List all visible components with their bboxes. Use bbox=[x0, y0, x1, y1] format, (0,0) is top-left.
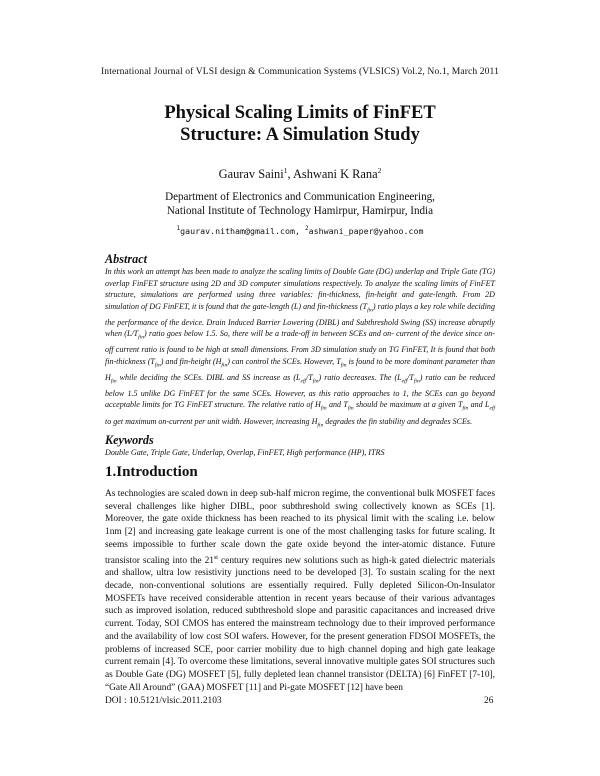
affiliation-line-2: National Institute of Technology Hamirpur, Hamirpur, India bbox=[166, 205, 434, 217]
author-list bbox=[0, 166, 600, 182]
abstract-heading: Abstract bbox=[105, 252, 147, 266]
page-number: 26 bbox=[484, 696, 494, 706]
paper-title bbox=[0, 102, 600, 146]
title-line-2: Structure: A Simulation Study bbox=[180, 125, 420, 145]
email-2-marker: 2 bbox=[305, 225, 309, 232]
email-1[interactable]: gaurav.nitham@gmail.com, bbox=[180, 225, 305, 236]
author-separator: , bbox=[287, 167, 293, 182]
author-2-marker: 2 bbox=[377, 166, 382, 175]
keywords-heading: Keywords bbox=[105, 433, 154, 447]
introduction-heading: 1.Introduction bbox=[105, 464, 198, 480]
email-2[interactable]: ashwani_paper@yahoo.com bbox=[308, 225, 424, 236]
abstract-text: In this work an attempt has been made to analyze the scaling limits of Double Gate (DG) underlap and Triple Gate (TG) overlap FinFET structure using 2D and 3D computer simulations respectively. To analyze the scaling limits of FinFET structure, simulations are performed using three variables: fin-thickness, fin-height and gate-length. From 2D simulation of DG FinFET, it is found that the gate-length (L) and fin-thickness $(T_{fin})$ ratio plays a key role while deciding the performance of the device. Drain Induced Barrier Lowering (DIBL) and Subthreshold Swing (SS) increase abruptly when $(L/T_{fin})$ ratio goes below 1.5. So, there will be a trade-off in between SCEs and on- current of the device since on-off current ratio is found to be high at small dimensions. From 3D simulation study on TG FinFET, It is found that both fin-thickness $(T_{fin})$ and fin-height $(H_{fin})$ can control the SCEs. However, $T_{fin}$ is found to be more dominant parameter than $H_{fin}$ while deciding the SCEs. DIBL and SS increase as $(L_{eff}/T_{fin})$ ratio decreases. The $(L_{eff}/T_{fin})$ ratio can be reduced below 1.5 unlike DG FinFET for the same SCEs. However, as this ratio approaches to 1, the SCEs can go beyond acceptable limits for TG FinFET structure. The relative ratio of $H_{fin}$ and $T_{fin}$ should be maximum at a given $T_{fin}$ and $L_{eff}$ to get maximum on-current per unit width. However, increasing $H_{fin}$ degrades the fin stability and degrades SCEs. bbox=[105, 267, 495, 429]
author-2: Ashwani K Rana bbox=[292, 167, 378, 182]
introduction-text: As technologies are scaled down in deep sub-half micron regime, the conventional bulk MOSFET faces several challenges like higher DIBL, poor subthreshold swing collectively known as SCEs [1]. Moreover, the gate oxide thickness has been reached to its physical limit with the scaling i.e. below 1nm [2] and increasing gate leakage current is one of the most challenging tasks for future scaling. It seems impossible to further scale down the gate oxide beyond the inter-atomic distance. Future transistor scaling into the 21st century requires new solutions such as high-k gated dielectric materials and shallow, ultra low resistivity junctions need to be developed [3]. To sustain scaling for the next decade, non-conventional solutions are essentially required. Fully depleted Silicon-On-Insulator MOSFETs have received considerable attention in recent years because of their various advantages such as improved isolation, reduced subthreshold slope and parasitic capacitances and increased drive current. Today, SOI CMOS has entered the mainstream technology due to their improved performance and the availability of low cost SOI wafers. However, for the present generation FDSOI MOSFETs, the problems of increased SCE, poor carrier mobility due to high channel doping and high gate leakage current remain [4]. To overcome these limitations, several innovative multiple gates SOI structures such as Double Gate (DG) MOSFET [5], fully depleted lean channel transistor (DELTA) [6] FinFET [7-10], “Gate All Around” (GAA) MOSFET [11] and Pi-gate MOSFET [12] have been bbox=[105, 489, 495, 693]
affiliation-line-1: Department of Electronics and Communication Engineering, bbox=[165, 191, 435, 203]
keywords-text: Double Gate, Triple Gate, Underlap, Overlap, FinFET, High performance (HP), ITRS bbox=[105, 448, 385, 457]
journal-header: International Journal of VLSI design & Communication Systems (VLSICS) Vol.2, No.1, March 2011 bbox=[101, 66, 499, 77]
email-1-marker: 1 bbox=[176, 225, 181, 232]
affiliation bbox=[0, 190, 600, 218]
author-1-marker: 1 bbox=[283, 166, 288, 175]
footer-doi: DOI : 10.5121/vlsic.2011.2103 bbox=[105, 696, 222, 706]
author-1: Gaurav Saini bbox=[218, 167, 284, 182]
title-line-1: Physical Scaling Limits of FinFET bbox=[164, 103, 436, 123]
author-emails bbox=[0, 225, 600, 236]
